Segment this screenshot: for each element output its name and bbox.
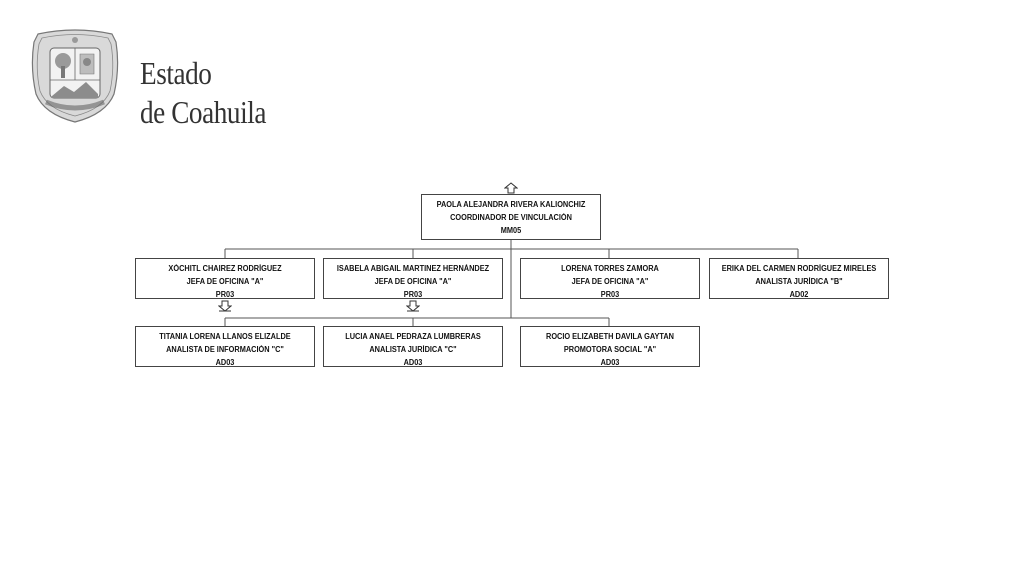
expand-up-arrow-icon[interactable] — [504, 182, 518, 194]
org-node-level1[interactable] — [709, 258, 889, 299]
node-position: JEFA DE OFICINA "A" — [374, 277, 452, 286]
org-node-level1[interactable] — [135, 258, 315, 299]
node-name: XÓCHITL CHAIREZ RODRÍGUEZ — [168, 264, 282, 273]
org-node-level2[interactable] — [323, 326, 503, 367]
brand-title-line1: Estado — [140, 55, 212, 91]
node-code: PR03 — [403, 290, 423, 299]
node-position: COORDINADOR DE VINCULACIÓN — [450, 213, 572, 222]
node-name: TITANIA LORENA LLANOS ELIZALDE — [159, 332, 291, 341]
node-code: PR03 — [215, 290, 235, 299]
node-name: PAOLA ALEJANDRA RIVERA KALIONCHIZ — [436, 200, 586, 209]
org-node-level1[interactable] — [323, 258, 503, 299]
expand-down-arrow-icon[interactable] — [218, 300, 232, 312]
node-name: ERIKA DEL CARMEN RODRÍGUEZ MIRELES — [721, 264, 877, 273]
node-position: JEFA DE OFICINA "A" — [186, 277, 264, 286]
node-position: PROMOTORA SOCIAL "A" — [563, 345, 657, 354]
node-code: PR03 — [600, 290, 620, 299]
org-node-level1[interactable] — [520, 258, 700, 299]
node-code: AD02 — [789, 290, 809, 299]
node-position: ANALISTA DE INFORMACIÓN "C" — [166, 345, 284, 354]
node-position: ANALISTA JURÍDICA "B" — [755, 277, 843, 286]
org-node-root[interactable] — [421, 194, 601, 240]
node-name: ISABELA ABIGAIL MARTINEZ HERNÁNDEZ — [336, 264, 490, 273]
node-name: ROCIO ELIZABETH DAVILA GAYTAN — [546, 332, 674, 341]
node-code: AD03 — [403, 358, 423, 367]
node-code: MM05 — [500, 226, 522, 235]
node-name: LORENA TORRES ZAMORA — [561, 264, 659, 273]
node-position: JEFA DE OFICINA "A" — [571, 277, 649, 286]
node-name: LUCIA ANAEL PEDRAZA LUMBRERAS — [345, 332, 481, 341]
expand-down-arrow-icon[interactable] — [406, 300, 420, 312]
org-node-level2[interactable] — [135, 326, 315, 367]
org-node-level2[interactable] — [520, 326, 700, 367]
node-position: ANALISTA JURÍDICA "C" — [369, 345, 457, 354]
node-code: AD03 — [600, 358, 620, 367]
node-code: AD03 — [215, 358, 235, 367]
brand-title-line2: de Coahuila — [140, 94, 266, 130]
